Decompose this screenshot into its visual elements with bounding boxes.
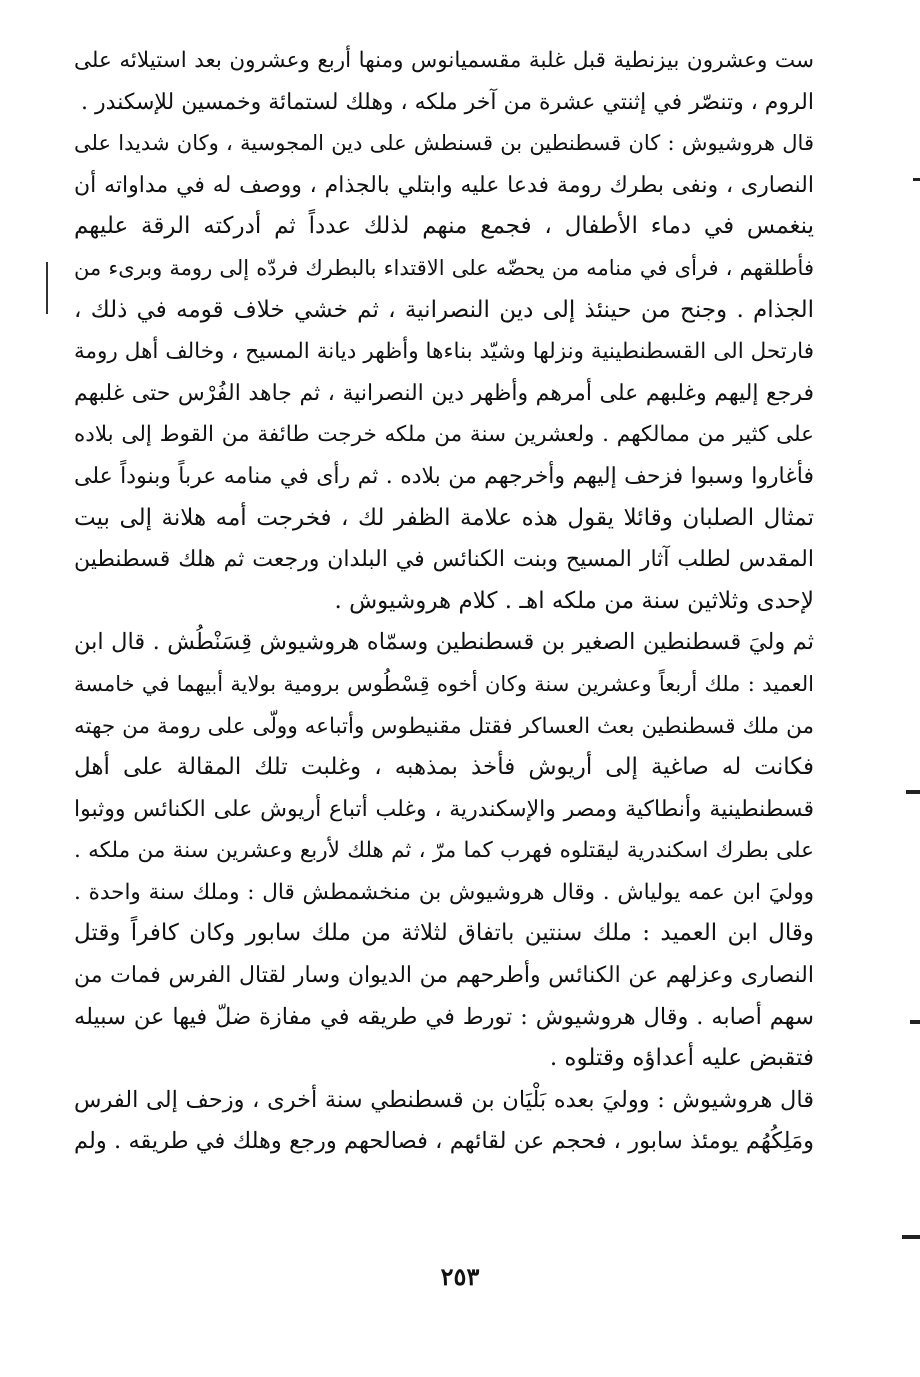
text-line: من ملك قسطنطين بعث العساكر فقتل مقنيطوس وأتباعه وولّى على رومة من جهته xyxy=(74,713,814,739)
text-line: النصارى ، ونفى بطرك رومة فدعا عليه وابتلي بالجذام ، ووصف له في مداواته أن xyxy=(74,172,814,198)
edge-mark xyxy=(913,178,920,181)
text-line: فارتحل الى القسطنطينية ونزلها وشيّد بناءها وأظهر ديانة المسيح ، وخالف أهل رومة xyxy=(74,339,814,365)
text-line: ووليَ ابن عمه يولياش . وقال هروشيوش بن منخشمطش قال : وملك سنة واحدة . xyxy=(74,879,814,905)
text-line: على بطرك اسكندرية ليقتلوه فهرب كما مرّ ، ثم هلك لأربع وعشرين سنة من ملكه . xyxy=(74,838,814,864)
text-line: المقدس لطلب آثار المسيح وبنت الكنائس في البلدان ورجعت ثم هلك قسطنطين xyxy=(74,547,814,573)
text-line: قال هروشيوش : ووليَ بعده بَلْيَان بن قسطنطي سنة أخرى ، وزحف إلى الفرس xyxy=(74,1086,814,1113)
text-line: ومَلِكُهُم يومئذ سابور ، فحجم عن لقائهم ، فصالحهم ورجع وهلك في طريقه . ولم xyxy=(74,1128,814,1155)
text-line: فكانت له صاغية إلى أريوش فأخذ بمذهبه ، وغلبت تلك المقالة على أهل xyxy=(74,754,814,781)
body-text xyxy=(74,40,814,1163)
text-line: ثم وليَ قسطنطين الصغير بن قسطنطين وسمّاه هروشيوش قِسَنْطُش . قال ابن xyxy=(74,629,814,656)
text-line: فتقبض عليه أعداؤه وقتلوه . xyxy=(549,1045,814,1072)
text-line: فأطلقهم ، فرأى في منامه من يحضّه على الاقتداء بالبطرك فردّه إلى رومة وبرىء من xyxy=(74,255,814,280)
text-line: على كثير من ممالكهم . ولعشرين سنة من ملكه خرجت طائفة من القوط إلى بلاده xyxy=(74,422,814,448)
edge-mark xyxy=(910,1020,920,1024)
text-line: الجذام . وجنح من حينئذ إلى دين النصرانية ، ثم خشي خلاف قومه في ذلك ، xyxy=(74,296,814,323)
text-line: فأغاروا وسبوا فزحف إليهم وأخرجهم من بلاده . ثم رأى في منامه عرباً وبنوداً على xyxy=(74,463,814,489)
text-line: ينغمس في دماء الأطفال ، فجمع منهم لذلك عدداً ثم أدركته الرقة عليهم xyxy=(74,213,814,240)
text-line: الروم ، وتنصّر في إثنتي عشرة من آخر ملكه ، وهلك لستمائة وخمسين للإسكندر . xyxy=(81,89,814,115)
text-line: تمثال الصلبان وقائلا يقول هذه علامة الظفر لك ، فخرجت أمه هلانة إلى بيت xyxy=(74,504,814,531)
text-line: لإحدى وثلاثين سنة من ملكه اهـ . كلام هروشيوش . xyxy=(334,587,814,614)
text-line: وقال ابن العميد : ملك سنتين باتفاق لثلاثة من ملك سابور وكان كافراً وقتل xyxy=(74,920,814,947)
text-line: سهم أصابه . وقال هروشيوش : تورط في طريقه في مفازة ضلّ فيها عن سبيله xyxy=(74,1003,814,1030)
edge-mark xyxy=(906,790,920,794)
text-line: ست وعشرون بيزنطية قبل غلبة مقسميانوس ومنها أربع وعشرون بعد استيلائه على xyxy=(74,48,814,73)
text-line: النصارى وعزلهم عن الكنائس وأطرحهم من الديوان وسار لقتال الفرس فمات من xyxy=(74,963,814,989)
text-line: فرجع إليهم وغلبهم على أمرهم وأظهر دين النصرانية ، ثم جاهد الفُرْس حتى غلبهم xyxy=(74,380,814,406)
text-line: قسطنطينية وأنطاكية ومصر والإسكندرية ، وغلب أتباع أريوش على الكنائس ووثبوا xyxy=(74,796,814,822)
text-line: العميد : ملك أربعاً وعشرين سنة وكان أخوه قِسْطُوس برومية بولاية أبيهما في خامسة xyxy=(74,671,814,696)
margin-line xyxy=(46,262,48,314)
edge-mark xyxy=(902,1235,920,1239)
text-line: قال هروشيوش : كان قسطنطين بن قسنطش على دين المجوسية ، وكان شديدا على xyxy=(74,131,814,156)
page-number: ٢٥٣ xyxy=(440,1262,480,1291)
